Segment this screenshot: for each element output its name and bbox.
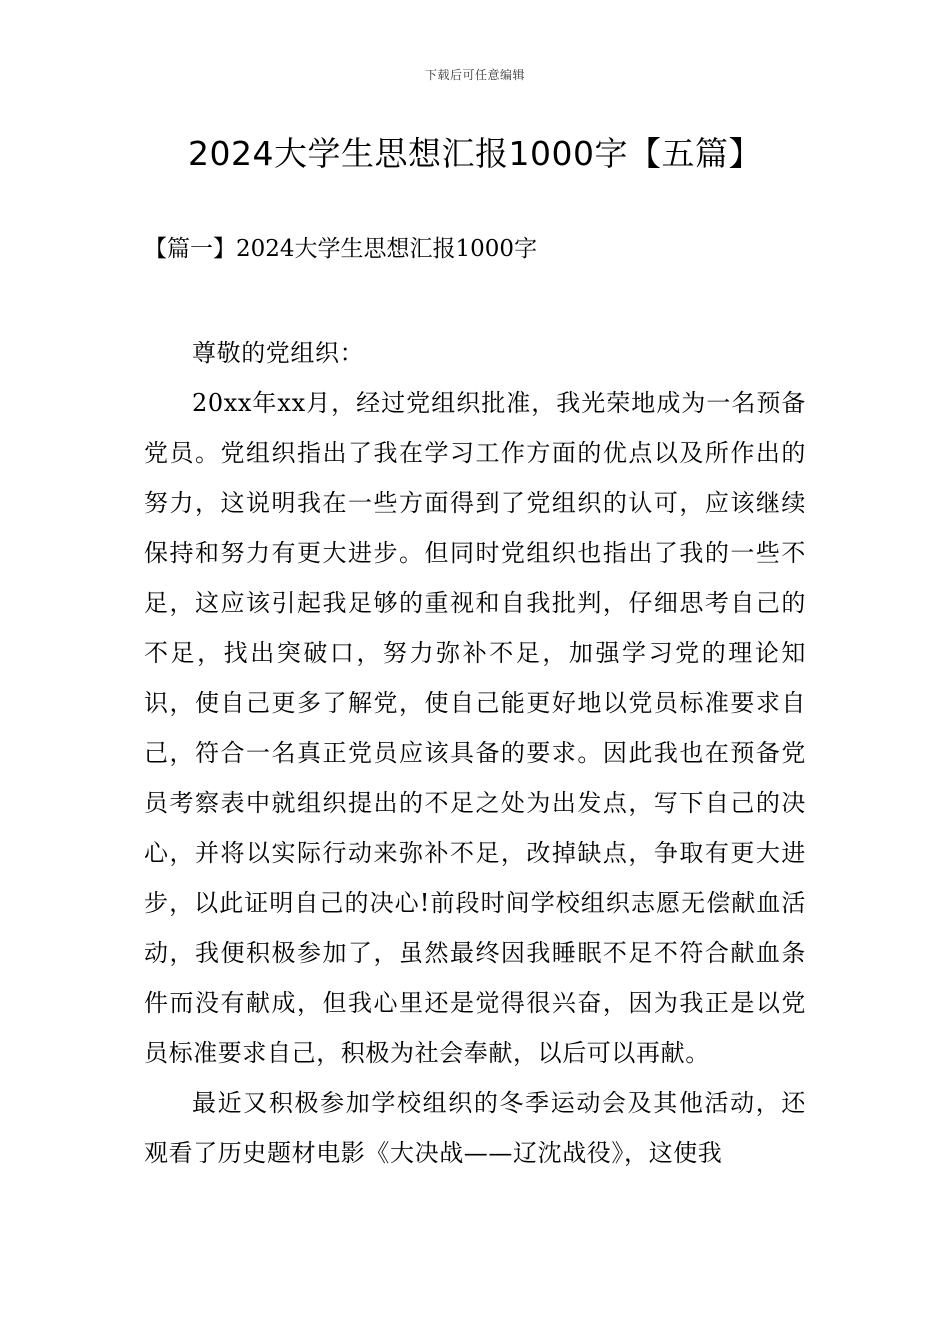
paragraph-2: 最近又积极参加学校组织的冬季运动会及其他活动，还观看了历史题材电影《大决战——辽沈战役》，这使我 (144, 1089, 806, 1167)
section-heading: 【篇一】2024大学生思想汇报1000字 (144, 236, 538, 262)
document-title: 2024大学生思想汇报1000字【五篇】 (188, 134, 762, 173)
paragraph-1: 20xx年xx月，经过党组织批准，我光荣地成为一名预备党员。党组织指出了我在学习工作方面的优点以及所作出的努力，这说明我在一些方面得到了党组织的认可，应该继续保持和努力有更大进步。但同时党组织也指出了我的一些不足，这应该引起我足够的重视和自我批判，仔细思考自己的不足，找出突破口，努力弥补不足，加强学习党的理论知识，使自己更多了解党，使自己能更好地以党员标准要求自己，符合一名真正党员应该具备的要求。因此我也在预备党员考察表中就组织提出的不足之处为出发点，写下自己的决心，并将以实际行动来弥补不足，改掉缺点，争取有更大进步，以此证明自己的决心!前段时间学校组织志愿无偿献血活动，我便积极参加了，虽然最终因我睡眠不足不符合献血条件而没有献成，但我心里还是觉得很兴奋，因为我正是以党员标准要求自己，积极为社会奉献，以后可以再献。 (144, 389, 806, 1067)
document-body (144, 328, 806, 1178)
header-note: 下载后可任意编辑 (424, 68, 525, 82)
salutation: 尊敬的党组织： (192, 339, 365, 367)
